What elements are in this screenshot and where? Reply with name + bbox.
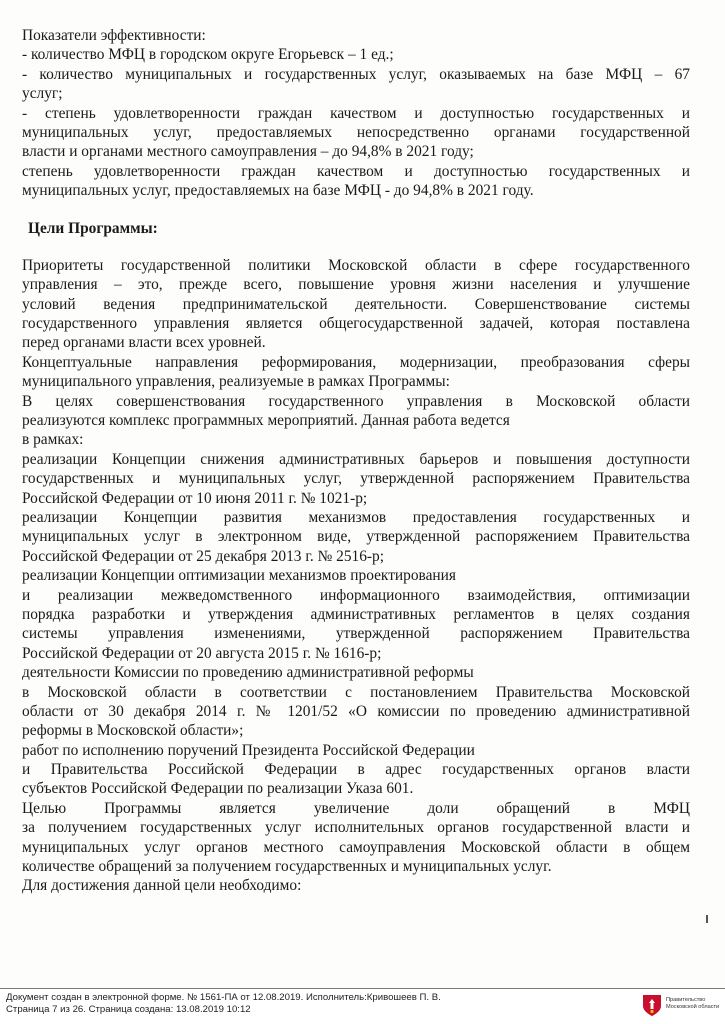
paragraph-line: условий ведения предпринимательской деятельности. Совершенствование системы: [22, 295, 690, 313]
paragraph-line: Для достижения данной цели необходимо:: [22, 877, 302, 895]
scan-mark: [706, 915, 708, 923]
footer-info: [6, 992, 441, 1016]
logo-caption-line: Московской области: [666, 1004, 720, 1010]
paragraph-line: В целях совершенствования государственного управления в Московской области: [22, 392, 690, 410]
government-logo: [641, 990, 723, 1020]
paragraph-line: управления – это, прежде всего, повышение уровня жизни населения и улучшение: [22, 276, 690, 294]
paragraph-line: порядка разработки и утверждения административных регламентов в целях создания: [22, 605, 690, 623]
paragraph-line: в рамках:: [22, 431, 84, 449]
paragraph-line: деятельности Комиссии по проведению административной реформы: [22, 664, 474, 682]
paragraph-line: реализации Концепции оптимизации механизмов проектирования: [22, 567, 456, 585]
paragraph-line: области от 30 декабря 2014 г. № 1201/52 «О комиссии по проведению административной: [22, 702, 690, 720]
paragraph-line: государственных и муниципальных услуг, утвержденной распоряжением Правительства: [22, 470, 690, 488]
paragraph-line: государственного управления является общегосударственной задачей, которая поставлена: [22, 315, 690, 333]
paragraph-line: Целью Программы является увеличение доли обращений в МФЦ: [22, 799, 690, 817]
document-body: [22, 26, 690, 896]
paragraph-line: реализации Концепции снижения административных барьеров и повышения доступности: [22, 450, 690, 468]
paragraph-line: муниципального управления, реализуемые в рамках Программы:: [22, 373, 450, 391]
indicator-line: муниципальных услуг, предоставляемых непосредственно органами государственной: [22, 123, 690, 141]
paragraph-line: Приоритеты государственной политики Московской области в сфере государственного: [22, 256, 690, 274]
indicator-line: муниципальных услуг, предоставляемых на базе МФЦ - до 94,8% в 2021 году.: [22, 182, 534, 200]
coat-of-arms-icon: [641, 993, 663, 1017]
paragraph-line: Российской Федерации от 20 августа 2015 г. № 1616-р;: [22, 644, 382, 662]
indicator-line: - количество МФЦ в городском округе Егорьевск – 1 ед.;: [22, 46, 394, 64]
indicator-line: услуг;: [22, 85, 63, 103]
footer-line-page: Страница 7 из 26. Страница создана: 13.08.2019 10:12: [6, 1004, 251, 1015]
paragraph-line: муниципальных услуг органов местного самоуправления Московской области в общем: [22, 838, 690, 856]
paragraph-line: перед органами власти всех уровней.: [22, 334, 266, 352]
indicator-line: - степень удовлетворенности граждан качеством и доступностью государственных и: [22, 104, 690, 122]
paragraph-line: и реализации межведомственного информационного взаимодействия, оптимизации: [22, 586, 690, 604]
paragraph-line: Российской Федерации от 10 июня 2011 г. № 1021-р;: [22, 489, 368, 507]
footer-line-document: Документ создан в электронной форме. № 1561-ПА от 12.08.2019. Исполнитель:Кривошеев П. В.: [6, 992, 441, 1003]
paragraph-line: количестве обращений за получением государственных и муниципальных услуг.: [22, 858, 552, 876]
document-footer: [0, 988, 725, 1024]
paragraph-line: Концептуальные направления реформирования, модернизации, преобразования сферы: [22, 353, 690, 371]
paragraph-line: реформы в Московской области»;: [22, 722, 244, 740]
indicators-title: Показатели эффективности:: [22, 27, 206, 44]
logo-caption-line: Правительство: [666, 997, 706, 1003]
paragraph-line: и Правительства Российской Федерации в адрес государственных органов власти: [22, 761, 690, 779]
paragraph-line: Российской Федерации от 25 декабря 2013 г. № 2516-р;: [22, 547, 385, 565]
paragraph-line: субъектов Российской Федерации по реализации Указа 601.: [22, 780, 414, 798]
logo-caption: [666, 997, 719, 1011]
section-heading: Цели Программы:: [28, 219, 158, 237]
indicator-line: степень удовлетворенности граждан качеством и доступностью государственных и: [22, 162, 690, 180]
paragraph-line: реализации Концепции развития механизмов предоставления государственных и: [22, 508, 690, 526]
footer-divider: [0, 988, 725, 989]
indicator-line: - количество муниципальных и государственных услуг, оказываемых на базе МФЦ – 67: [22, 65, 690, 83]
indicator-line: власти и органами местного самоуправления – до 94,8% в 2021 году;: [22, 143, 474, 161]
paragraph-line: за получением государственных услуг исполнительных органов государственной власти и: [22, 819, 690, 837]
paragraph-line: муниципальных услуг в электронном виде, утвержденной распоряжением Правительства: [22, 528, 690, 546]
paragraph-line: системы управления изменениями, утвержденной распоряжением Правительства: [22, 625, 690, 643]
paragraph-line: реализуются комплекс программных мероприятий. Данная работа ведется: [22, 412, 510, 430]
paragraph-line: работ по исполнению поручений Президента Российской Федерации: [22, 741, 475, 759]
paragraph-line: в Московской области в соответствии с постановлением Правительства Московской: [22, 683, 690, 701]
